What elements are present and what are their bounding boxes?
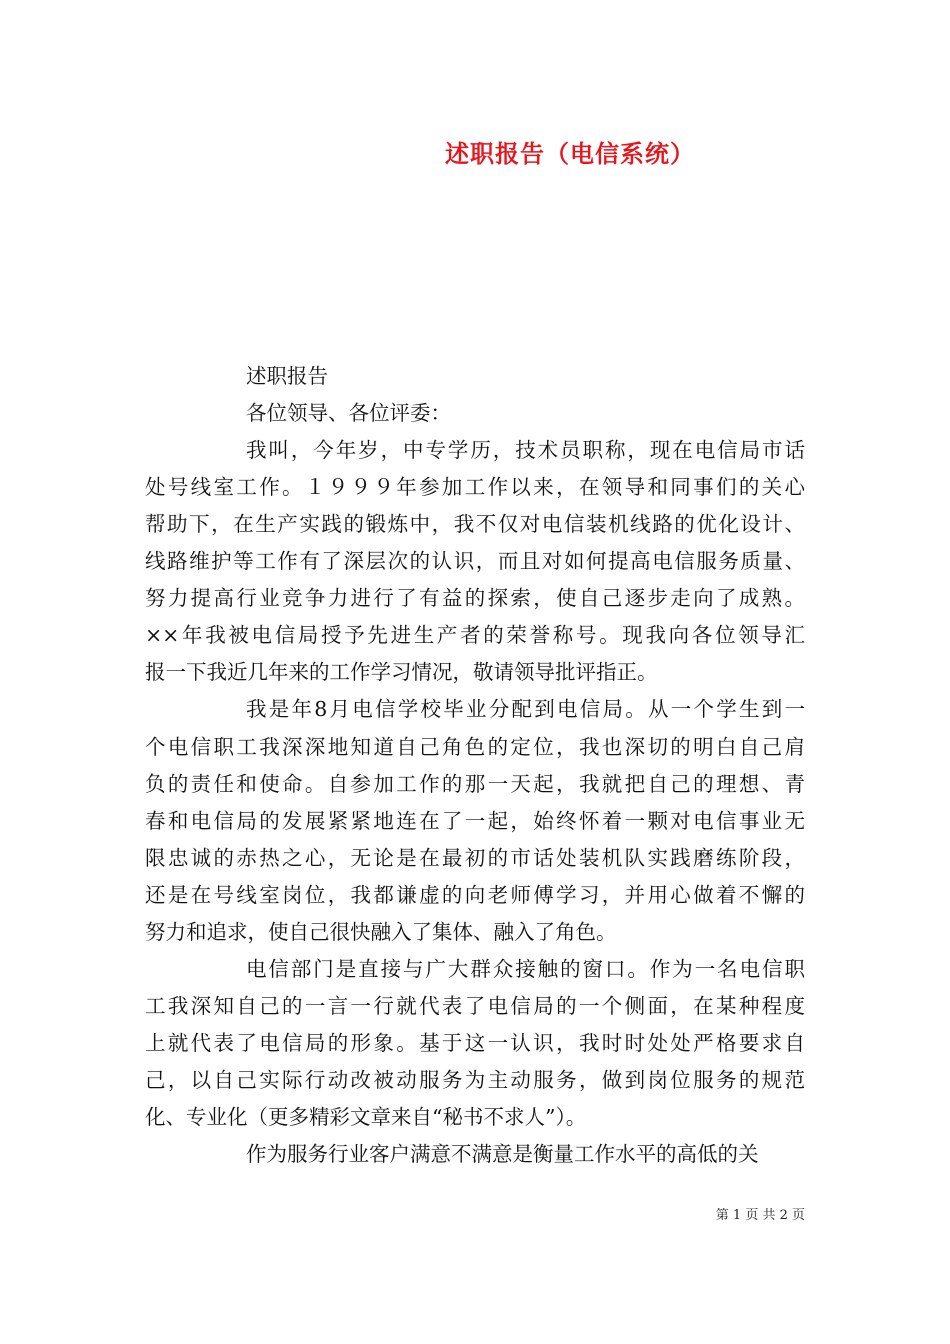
paragraph-line: 帮助下，在生产实践的锻炼中，我不仅对电信装机线路的优化设计、 (145, 512, 805, 537)
paragraph-line: 报一下我近几年来的工作学习情况，敬请领导批评指正。 (145, 660, 658, 685)
paragraph-first-line: 作为服务行业客户满意不满意是衡量工作水平的高低的关 (246, 1142, 759, 1167)
paragraph-first-line: 我是年8月电信学校毕业分配到电信局。从一个学生到一 (246, 697, 805, 722)
paragraph-line: 上就代表了电信局的形象。基于这一认识，我时时处处严格要求自 (145, 1030, 805, 1055)
paragraph-line: 个电信职工我深深地知道自己角色的定位，我也深切的明白自己肩 (145, 734, 805, 759)
paragraph-first-line: 各位领导、各位评委： (246, 401, 451, 426)
paragraph-line: 己，以自己实际行动改被动服务为主动服务，做到岗位服务的规范 (145, 1067, 805, 1092)
paragraph-line: 还是在号线室岗位，我都谦虚的向老师傅学习，并用心做着不懈的 (145, 882, 805, 907)
paragraph-line: 春和电信局的发展紧紧地连在了一起，始终怀着一颗对电信事业无 (145, 808, 805, 833)
paragraph-line: 处号线室工作。１９９９年参加工作以来，在领导和同事们的关心 (145, 475, 805, 500)
paragraph-line: 工我深知自己的一言一行就代表了电信局的一个侧面，在某种程度 (145, 993, 805, 1018)
page-footer: 第 1 页 共 2 页 (715, 1208, 805, 1223)
paragraph-line: 努力提高行业竞争力进行了有益的探索，使自己逐步走向了成熟。 (145, 586, 805, 611)
paragraph-line: 限忠诚的赤热之心，无论是在最初的市话处装机队实践磨练阶段， (145, 845, 805, 870)
paragraph-first-line: 我叫，今年岁，中专学历，技术员职称，现在电信局市话 (246, 438, 805, 463)
paragraph-line: 化、专业化（更多精彩文章来自“秘书不求人”）。 (145, 1105, 587, 1129)
paragraph-line: 线路维护等工作有了深层次的认识，而且对如何提高电信服务质量、 (145, 549, 805, 574)
paragraph-line: ××年我被电信局授予先进生产者的荣誉称号。现我向各位领导汇 (145, 623, 805, 648)
paragraph-first-line: 电信部门是直接与广大群众接触的窗口。作为一名电信职 (246, 956, 805, 981)
paragraph-line: 努力和追求，使自己很快融入了集体、融入了角色。 (145, 919, 617, 944)
paragraph-first-line: 述职报告 (246, 364, 328, 388)
document-title: 述职报告（电信系统） (445, 139, 695, 168)
paragraph-line: 负的责任和使命。自参加工作的那一天起，我就把自己的理想、青 (145, 771, 805, 796)
